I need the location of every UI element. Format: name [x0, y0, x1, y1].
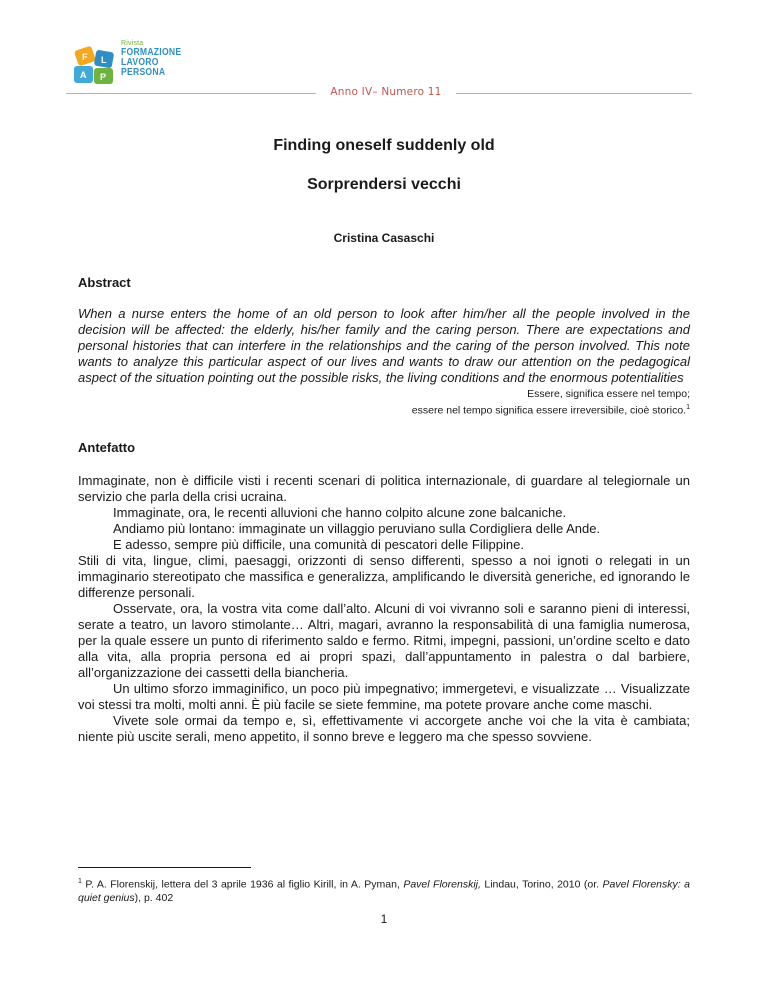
logo-piece-a: A [80, 70, 87, 80]
logo-piece-f: F [82, 52, 88, 62]
issue-label: Anno IV– Numero 11 [330, 86, 442, 98]
epigraph-line-1: Essere, significa essere nel tempo; [527, 388, 690, 400]
paragraph-2: Immaginate, ora, le recenti alluvioni che hanno colpito alcune zone balcaniche. [113, 505, 567, 520]
header-rule-left [66, 93, 316, 94]
footnote-text-b: Lindau, Torino, 2010 (or. [480, 878, 603, 891]
logo-piece-l: L [101, 55, 107, 65]
logo-formazione: FORMAZIONE [121, 46, 182, 58]
logo-lavoro: LAVORO [121, 56, 159, 68]
logo-rivista: Rivista [121, 40, 144, 47]
abstract-heading: Abstract [78, 275, 131, 290]
epigraph-line-2 [412, 401, 690, 418]
footnote-title-b: Pavel Florensky: a quiet genius [78, 878, 690, 904]
epigraph-footnote-ref[interactable]: 1 [686, 404, 690, 411]
logo-persona: PERSONA [121, 66, 166, 78]
paragraph-5: Stili di vita, lingue, climi, paesaggi, orizzonti di senso differenti, spesso a noi ignoti o relegati in un immaginario stereotipato che massifica e generalizza, amplificando le diversità generiche, ed ignorando le differenze personali. [78, 553, 690, 600]
paragraph-7: Un ultimo sforzo immaginifico, un poco più impegnativo; immergetevi, e visualizzate … Visualizzate voi stessi tra molti, molti anni. È più facile se siete femmine, ma potete provare anche come maschi. [78, 681, 690, 712]
epigraph [412, 388, 690, 418]
paragraph-6: Osservate, ora, la vostra vita come dall’alto. Alcuni di voi vivranno soli e saranno pieni di interessi, serate a teatro, un lavoro stimolante… Altri, magari, avranno la responsabilità di una famiglia numerosa, per la quale essere un punto di riferimento saldo e fermo. Ritmi, impegni, passioni, un’ordine scelto e dato alla vita, alla propria persona ed ai propri spazi, dall’appuntamento in palestra o dal barbiere, all’organizzazione dei cassetti della biancheria. [78, 601, 690, 680]
footnote-text-c: ), p. 402 [134, 891, 174, 904]
journal-logo [72, 40, 192, 92]
paragraph-1: Immaginate, non è difficile visti i recenti scenari di politica internazionale, di guardare al telegiornale un servizio che parla della crisi ucraina. [78, 473, 690, 504]
header-rule-right [456, 93, 692, 94]
title-english: Finding oneself suddenly old [273, 137, 495, 154]
page-number: 1 [380, 912, 388, 926]
abstract-text: When a nurse enters the home of an old person to look after him/her all the people involved in the decision will be affected: the elderly, his/her family and the caring person. There are expectations and personal histories that can interfere in the relationships and the caring of the person involved. This note wants to analyze this particular aspect of our lives and wants to draw our attention on the pedagogical aspect of the situation pointing out the possible risks, the living conditions and the enormous potentialities [78, 306, 690, 385]
footnote-title-a: Pavel Florenskij, [403, 878, 481, 891]
epigraph-line-2-text: essere nel tempo significa essere irreversibile, cioè storico. [411, 404, 687, 417]
body-text [78, 473, 690, 745]
puzzle-logo-icon [72, 42, 122, 88]
paragraph-3: Andiamo più lontano: immaginate un villaggio peruviano sulla Cordigliera delle Ande. [113, 521, 601, 536]
title-italian: Sorprendersi vecchi [307, 176, 461, 193]
footnote-number: 1 [78, 878, 82, 885]
logo-piece-p: P [100, 72, 107, 82]
footnote-rule [78, 867, 251, 868]
footnote-text-a: P. A. Florenskij, lettera del 3 aprile 1936 al figlio Kirill, in A. Pyman, [85, 878, 404, 891]
paragraph-4: E adesso, sempre più difficile, una comunità di pescatori delle Filippine. [113, 537, 524, 552]
paragraph-8: Vivete sole ormai da tempo e, sì, effettivamente vi accorgete anche voi che la vita è cambiata; niente più uscite serali, meno appetito, il sonno breve e leggero ma che spesso sovviene. [78, 713, 690, 744]
section-heading: Antefatto [78, 440, 136, 455]
logo-wordmark [121, 40, 195, 77]
footnote [78, 875, 690, 905]
author-name: Cristina Casaschi [333, 231, 435, 245]
